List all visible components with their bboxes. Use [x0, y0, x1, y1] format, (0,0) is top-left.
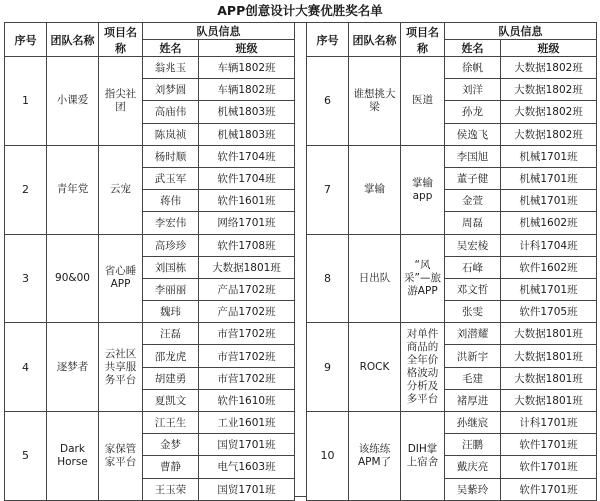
- member-class: 车辆1802班: [199, 79, 295, 101]
- member-class: 大数据1802班: [501, 57, 597, 79]
- member-class: 机械1803班: [199, 123, 295, 145]
- member-class: 机械1701班: [501, 278, 597, 300]
- team-name: 日出队: [349, 234, 401, 323]
- member-name: 周磊: [445, 212, 501, 234]
- table-row: [5, 145, 295, 167]
- member-class: 电气1603班: [199, 456, 295, 478]
- project-name: 医道: [401, 57, 445, 146]
- member-name: 杨时顺: [143, 145, 199, 167]
- header-project: 项目名称: [401, 23, 445, 57]
- member-class: 机械1701班: [501, 145, 597, 167]
- header-members: 队员信息: [445, 23, 597, 40]
- member-class: 机械1602班: [501, 212, 597, 234]
- member-name: 武玉军: [143, 167, 199, 189]
- member-class: 软件1701班: [501, 478, 597, 500]
- project-name: 指尖社团: [99, 57, 143, 146]
- member-class: 软件1602班: [501, 256, 597, 278]
- member-name: 刘洋: [445, 79, 501, 101]
- member-class: 大数据1801班: [501, 345, 597, 367]
- member-class: 工业1601班: [199, 412, 295, 434]
- member-name: 吴宏棱: [445, 234, 501, 256]
- table-row: [5, 234, 295, 256]
- member-name: 邵龙虎: [143, 345, 199, 367]
- member-class: 大数据1802班: [501, 79, 597, 101]
- member-name: 石峰: [445, 256, 501, 278]
- member-class: 国贸1701班: [199, 478, 295, 500]
- member-name: 董子健: [445, 167, 501, 189]
- member-class: 计科1704班: [501, 234, 597, 256]
- header-name: 姓名: [143, 40, 199, 57]
- header-class: 班级: [501, 40, 597, 57]
- member-name: 侯逸飞: [445, 123, 501, 145]
- table-row: [307, 57, 597, 79]
- member-name: 洪新宇: [445, 345, 501, 367]
- member-name: 汪鹏: [445, 434, 501, 456]
- team-seq: 2: [5, 145, 47, 234]
- award-rows-right: [307, 57, 597, 501]
- member-name: 江王生: [143, 412, 199, 434]
- project-name: DIH掌上宿舍: [401, 412, 445, 501]
- team-name: 90&00: [47, 234, 99, 323]
- member-name: 汪磊: [143, 323, 199, 345]
- team-name: ROCK: [349, 323, 401, 412]
- document-title: APP创意设计大赛优胜奖名单: [217, 3, 383, 18]
- member-name: 刘潜耀: [445, 323, 501, 345]
- member-class: 大数据1802班: [501, 101, 597, 123]
- team-seq: 5: [5, 412, 47, 501]
- member-class: 软件1610班: [199, 389, 295, 411]
- header-team: 团队名称: [349, 23, 401, 57]
- member-name: 李宏伟: [143, 212, 199, 234]
- team-seq: 10: [307, 412, 349, 501]
- member-class: 产品1702班: [199, 301, 295, 323]
- header-seq: 序号: [307, 23, 349, 57]
- header-seq: 序号: [5, 23, 47, 57]
- member-name: 吴紫玲: [445, 478, 501, 500]
- team-name: 青年党: [47, 145, 99, 234]
- team-seq: 8: [307, 234, 349, 323]
- project-name: 家保管家平台: [99, 412, 143, 501]
- member-name: 李国旭: [445, 145, 501, 167]
- team-name: 该练练APM了: [349, 412, 401, 501]
- team-seq: 7: [307, 145, 349, 234]
- table-row: [5, 412, 295, 434]
- member-class: 计科1701班: [501, 412, 597, 434]
- member-name: 毛建: [445, 367, 501, 389]
- team-name: 谁想挑大梁: [349, 57, 401, 146]
- team-name: 逐梦者: [47, 323, 99, 412]
- header-name: 姓名: [445, 40, 501, 57]
- member-name: 金梦: [143, 434, 199, 456]
- member-name: 张雯: [445, 301, 501, 323]
- project-name: 云宠: [99, 145, 143, 234]
- member-name: 陈岚祯: [143, 123, 199, 145]
- award-rows-left: [5, 57, 295, 501]
- team-seq: 9: [307, 323, 349, 412]
- member-class: 大数据1802班: [501, 123, 597, 145]
- member-name: 刘梦圆: [143, 79, 199, 101]
- member-class: 软件1701班: [501, 434, 597, 456]
- table-row: [307, 234, 597, 256]
- member-class: 软件1705班: [501, 301, 597, 323]
- team-name: 掌输: [349, 145, 401, 234]
- header-team: 团队名称: [47, 23, 99, 57]
- member-class: 机械1803班: [199, 101, 295, 123]
- project-name: 省心睡APP: [99, 234, 143, 323]
- member-name: 魏玮: [143, 301, 199, 323]
- member-class: 网络1701班: [199, 212, 295, 234]
- member-name: 邓文哲: [445, 278, 501, 300]
- member-class: 大数据1801班: [501, 367, 597, 389]
- member-name: 胡建勇: [143, 367, 199, 389]
- award-table-left: [4, 22, 295, 501]
- member-name: 孙龙: [445, 101, 501, 123]
- project-name: 掌输app: [401, 145, 445, 234]
- member-name: 夏凯文: [143, 389, 199, 411]
- project-name: “风采”—旅游APP: [401, 234, 445, 323]
- member-class: 大数据1801班: [501, 389, 597, 411]
- member-class: 市营1702班: [199, 345, 295, 367]
- member-class: 机械1701班: [501, 190, 597, 212]
- member-name: 曹静: [143, 456, 199, 478]
- member-name: 金萱: [445, 190, 501, 212]
- team-name: Dark Horse: [47, 412, 99, 501]
- member-class: 国贸1701班: [199, 434, 295, 456]
- header-members: 队员信息: [143, 23, 295, 40]
- member-class: 车辆1802班: [199, 57, 295, 79]
- member-name: 翁兆玉: [143, 57, 199, 79]
- member-name: 褚厚进: [445, 389, 501, 411]
- member-name: 王玉荣: [143, 478, 199, 500]
- member-class: 市营1702班: [199, 367, 295, 389]
- project-name: 云社区共享服务平台: [99, 323, 143, 412]
- member-class: 软件1601班: [199, 190, 295, 212]
- member-name: 徐帆: [445, 57, 501, 79]
- member-class: 市营1702班: [199, 323, 295, 345]
- member-class: 大数据1801班: [199, 256, 295, 278]
- table-row: [307, 145, 597, 167]
- team-seq: 1: [5, 57, 47, 146]
- table-row: [307, 412, 597, 434]
- member-class: 软件1701班: [501, 456, 597, 478]
- member-class: 产品1702班: [199, 278, 295, 300]
- table-row: [5, 323, 295, 345]
- member-name: 戴庆亮: [445, 456, 501, 478]
- team-seq: 3: [5, 234, 47, 323]
- team-name: 小课爱: [47, 57, 99, 146]
- header-class: 班级: [199, 40, 295, 57]
- member-name: 孙继宸: [445, 412, 501, 434]
- table-row: [307, 323, 597, 345]
- member-class: 机械1701班: [501, 167, 597, 189]
- member-name: 高珍珍: [143, 234, 199, 256]
- table-frame: [4, 22, 596, 497]
- award-table-right: [306, 22, 597, 501]
- member-class: 软件1704班: [199, 145, 295, 167]
- member-class: 软件1704班: [199, 167, 295, 189]
- project-name: 对单件商品的全年价格波动分析及多平台: [401, 323, 445, 412]
- member-class: 软件1708班: [199, 234, 295, 256]
- table-divider: [294, 22, 306, 497]
- team-seq: 6: [307, 57, 349, 146]
- table-row: [5, 57, 295, 79]
- member-name: 蒋伟: [143, 190, 199, 212]
- member-class: 大数据1801班: [501, 323, 597, 345]
- member-name: 李丽丽: [143, 278, 199, 300]
- member-name: 高庙伟: [143, 101, 199, 123]
- team-seq: 4: [5, 323, 47, 412]
- header-project: 项目名称: [99, 23, 143, 57]
- member-name: 刘国栋: [143, 256, 199, 278]
